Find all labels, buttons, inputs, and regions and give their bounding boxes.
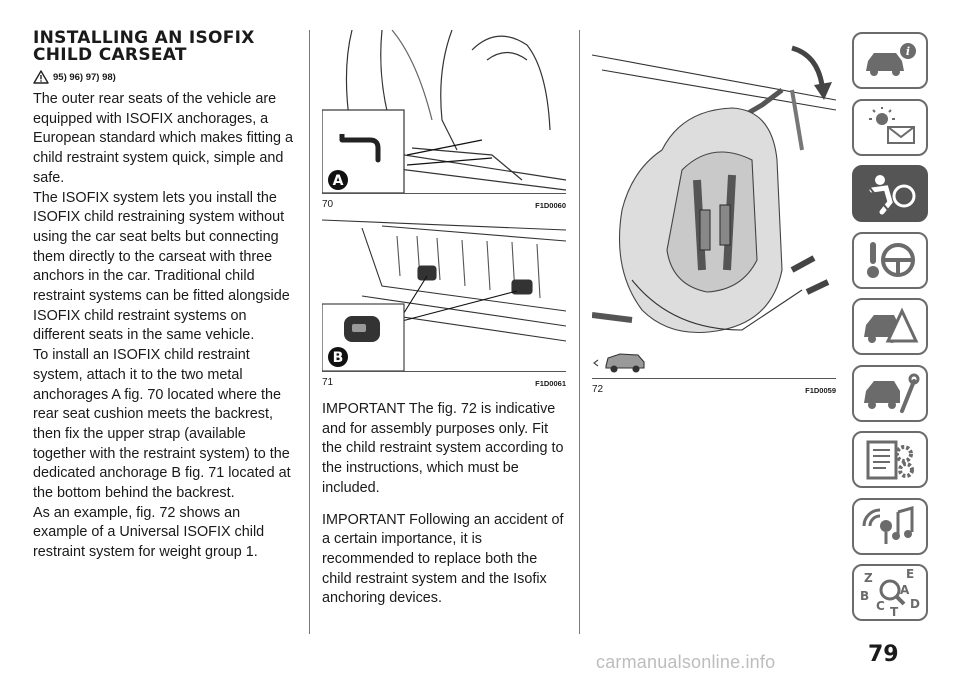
figure-70-image xyxy=(322,30,566,193)
tab-maintenance[interactable] xyxy=(852,365,928,422)
text-column-left xyxy=(33,30,295,563)
body-paragraph-2: The ISOFIX system lets you install the ISOFIX child restraining system without using the car seat belts but connecting them directly to the carseat with three anchors in the car. Traditional child restraint systems can be fitted alongside ISOFIX child restraint systems on different seats in the same vehicle. xyxy=(33,189,290,344)
index-letter-t: T xyxy=(890,604,899,618)
index-letter-b: B xyxy=(860,588,870,603)
index-letter-c: C xyxy=(876,598,885,613)
tab-starting-driving[interactable] xyxy=(852,232,928,289)
warning-refs: 95) 96) 97) 98) xyxy=(53,71,116,83)
watermark-text: carmanualsonline.info xyxy=(596,652,776,672)
tab-index[interactable] xyxy=(852,564,928,621)
car-info-icon xyxy=(860,41,920,81)
multimedia-icon xyxy=(860,504,920,548)
body-paragraph-1: The outer rear seats of the vehicle are equipped with ISOFIX anchorages, a European standard which makes fitting a child restraint system quick, simple and safe. xyxy=(33,91,293,186)
starting-driving-icon xyxy=(860,238,920,282)
warning-reference-row xyxy=(33,70,295,84)
index-letter-a: A xyxy=(900,582,910,597)
figure-71-code: F1D0061 xyxy=(535,379,566,388)
figure-72-caption xyxy=(592,378,836,395)
figure-70-code: F1D0060 xyxy=(535,201,566,210)
important-note-1: IMPORTANT The fig. 72 is indicative and for assembly purposes only. Fit the child restraint system according to the instructions, which must be included. xyxy=(322,401,564,496)
tab-technical-data[interactable] xyxy=(852,431,928,488)
index-letter-e: E xyxy=(906,567,915,581)
body-paragraph-4: As an example, fig. 72 shows an example of a Universal ISOFIX child restraint system for weight group 1. xyxy=(33,504,265,561)
tab-dashboard-lights[interactable] xyxy=(852,99,928,156)
figure-70-caption xyxy=(322,193,566,210)
figure-71-number: 71 xyxy=(322,377,334,388)
section-heading xyxy=(33,30,295,64)
tab-multimedia[interactable] xyxy=(852,498,928,555)
index-icon xyxy=(858,568,922,618)
tab-car-info[interactable] xyxy=(852,32,928,89)
figure-70-label: A xyxy=(332,173,344,189)
tab-emergency[interactable] xyxy=(852,298,928,355)
heading-line-2: CHILD CARSEAT xyxy=(33,45,187,65)
heading-line-1: INSTALLING AN ISOFIX xyxy=(33,28,255,48)
svg-text:i: i xyxy=(905,44,911,58)
tab-safety[interactable] xyxy=(852,165,928,222)
figure-72-image xyxy=(592,30,836,378)
column-divider-2 xyxy=(579,30,580,634)
technical-data-icon xyxy=(860,438,920,482)
figure-72-number: 72 xyxy=(592,384,604,395)
emergency-icon xyxy=(860,305,920,349)
car-silhouette-icon xyxy=(594,354,644,372)
column-divider-1 xyxy=(309,30,310,634)
maintenance-icon xyxy=(860,371,920,415)
figure-column-right xyxy=(592,30,836,395)
text-column-middle xyxy=(322,30,566,609)
page-number: 79 xyxy=(868,642,899,667)
dashboard-lights-icon xyxy=(860,107,920,147)
figure-71-image xyxy=(322,216,566,371)
safety-airbag-icon xyxy=(860,172,920,216)
warning-triangle-icon xyxy=(33,70,49,84)
index-letter-z: Z xyxy=(864,570,873,585)
figure-72-code: F1D0059 xyxy=(805,386,836,395)
body-paragraph-3: To install an ISOFIX child restraint system, attach it to the two metal anchorages A fig. 70 located where the rear seat cushion meets the backrest, then fix the upper strap (available together with the restraint system) to the dedicated anchorage B fig. 71 located at the bottom behind the backrest. xyxy=(33,347,291,502)
figure-71-label: B xyxy=(332,350,344,366)
figure-71-caption xyxy=(322,371,566,388)
chapter-sidebar xyxy=(852,32,928,631)
figure-70-number: 70 xyxy=(322,199,334,210)
index-letter-d: D xyxy=(910,596,920,611)
important-note-2: IMPORTANT Following an accident of a certain importance, it is recommended to replace both the child restraint system and the Isofix anchoring devices. xyxy=(322,511,564,607)
